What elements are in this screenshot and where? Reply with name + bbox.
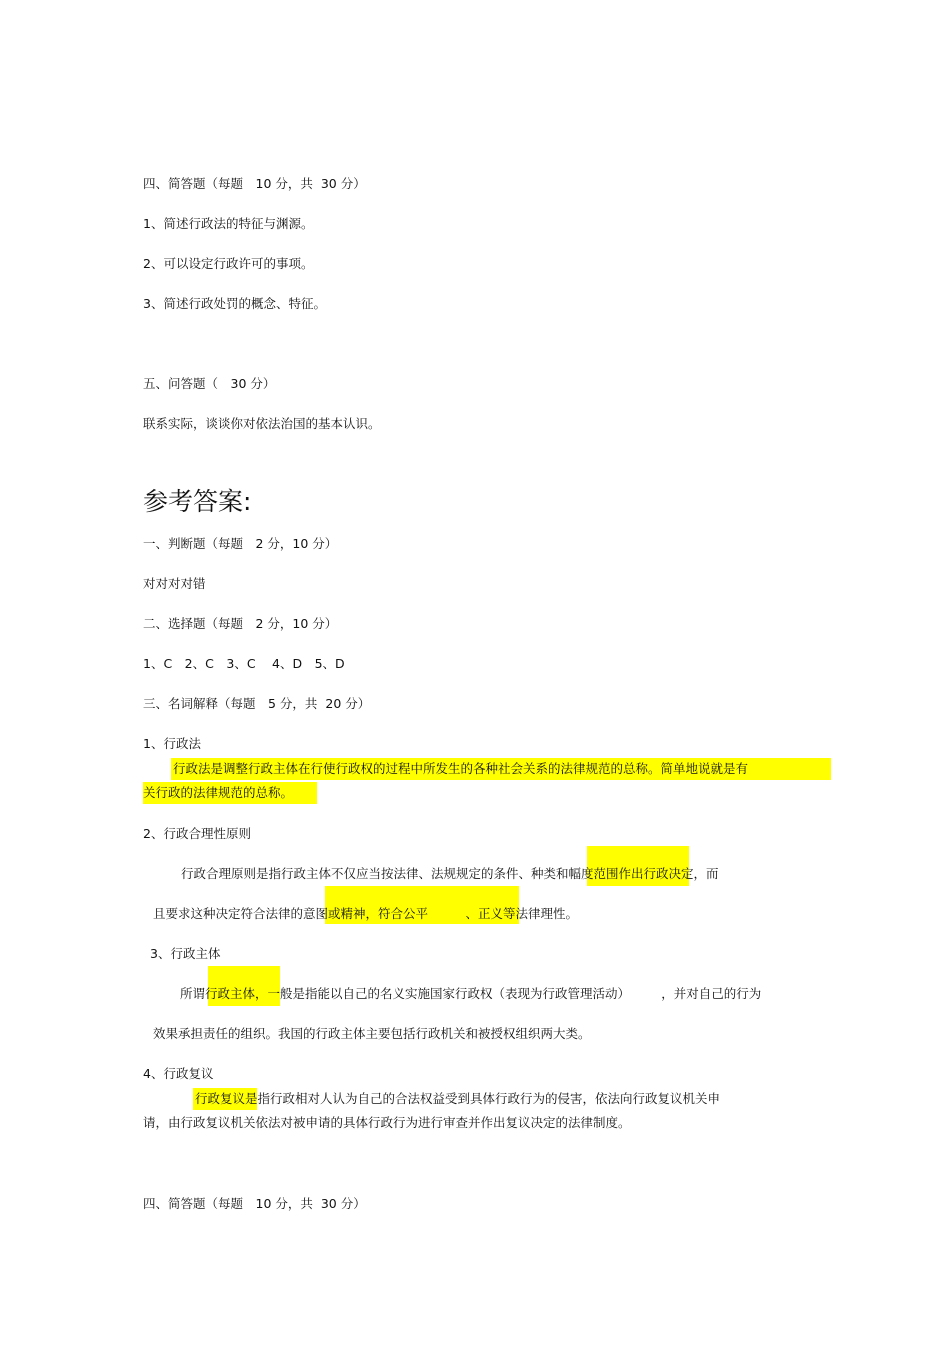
term4-line2: 请，由行政复议机关依法对被申请的具体行政行为进行审查并作出复议决定的法律制度。 [143, 1115, 631, 1130]
answers-s2-answer: 1、C 2、C 3、C 4、D 5、D [143, 656, 345, 671]
term1-title: 1、行政法 [143, 736, 201, 751]
term3-line1: 所谓行政主体，一般是指能以自己的名义实施国家行政权（表现为行政管理活动） ，并对自己的行为 [180, 986, 762, 1001]
term3-title: 3、行政主体 [150, 946, 221, 961]
part4-question-3: 3、简述行政处罚的概念、特征。 [143, 296, 326, 311]
part4-question-1: 1、简述行政法的特征与渊源。 [143, 216, 314, 231]
part4-question-2: 2、可以设定行政许可的事项。 [143, 256, 314, 271]
part5-heading: 五、问答题（ 30 分） [143, 376, 276, 391]
term3-line2: 效果承担责任的组织。我国的行政主体主要包括行政机关和被授权组织两大类。 [153, 1026, 591, 1041]
term2-line1: 行政合理原则是指行政主体不仅应当按法律、法规规定的条件、种类和幅度范围作出行政决定，而 [181, 866, 719, 881]
answers-s1-heading: 一、判断题（每题 2 分，10 分） [143, 536, 338, 551]
answers-s1-answer: 对对对对错 [143, 576, 206, 591]
answers-s3-heading: 三、名词解释（每题 5 分，共 20 分） [143, 696, 371, 711]
term1-line2: 关行政的法律规范的总称。 [143, 785, 294, 800]
term4-title: 4、行政复议 [143, 1066, 214, 1081]
term2-line2: 且要求这种决定符合法律的意图或精神，符合公平 、正义等法律理性。 [153, 906, 579, 921]
term2-title: 2、行政合理性原则 [143, 826, 251, 841]
term4-line1: 行政复议是指行政相对人认为自己的合法权益受到具体行政行为的侵害，依法向行政复议机关申 [195, 1091, 721, 1106]
part5-question: 联系实际，谈谈你对依法治国的基本认识。 [143, 416, 381, 431]
answers-s2-heading: 二、选择题（每题 2 分，10 分） [143, 616, 338, 631]
term1-line1: 行政法是调整行政主体在行使行政权的过程中所发生的各种社会关系的法律规范的总称。简单地说就是有 [173, 761, 749, 776]
part4-heading: 四、简答题（每题 10 分，共 30 分） [143, 176, 366, 191]
answers-s4-heading: 四、简答题（每题 10 分，共 30 分） [143, 1196, 366, 1211]
answers-title: 参考答案: [143, 487, 252, 516]
